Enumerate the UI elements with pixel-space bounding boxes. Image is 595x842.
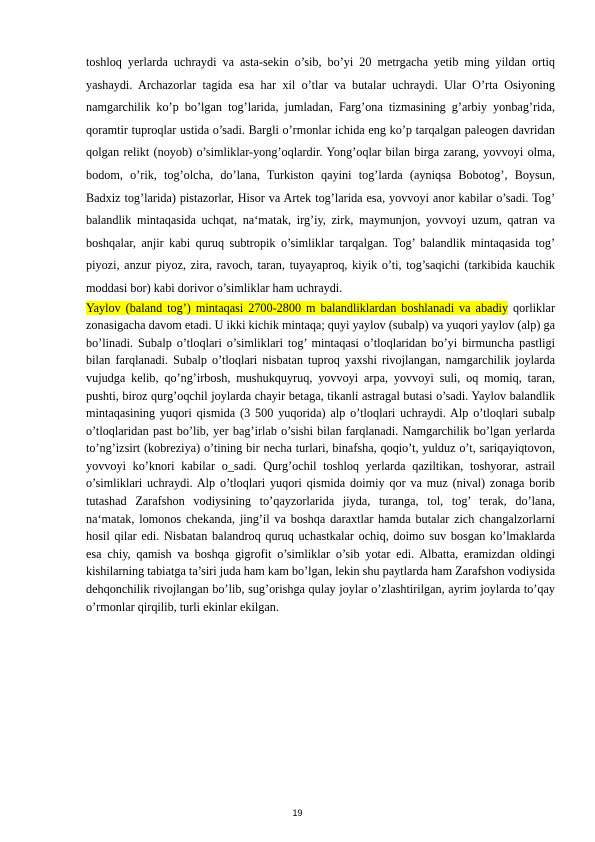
- body-paragraph-2: [86, 300, 555, 617]
- highlighted-text: Yaylov (baland tog’) mintaqasi 2700-2800 m balandliklardan boshlanadi va abadiy: [86, 300, 509, 315]
- document-page: [86, 51, 555, 616]
- paragraph-2-text: qorliklar zonasigacha davom etadi. U ikki kichik mintaqa; quyi yaylov (subalp) va yuqori yaylov (alp) ga bo’linadi. Subalp o’tloqlari o’simliklari tog’ mintaqasi o’tloqlaridan bo’yi birmuncha pastligi bilan farqlanadi. Subalp o’tloqlari nisbatan tuproq yaxshi rivojlangan, namgarchilik joylarda vujudga kelib, qo’ng’irbosh, mushukquyruq, yovvoyi arpa, yovvoyi suli, oq momiq, taran, pushti, biroz qurg’oqchil joylarda chayir betaga, tikanli astragal butasi o’sadi. Yaylov balandlik mintaqasining yuqori qismida (3 500 yuqorida) alp o’tloqlari uchraydi. Alp o’tloqlari subalp o’tloqlaridan past bo’lib, yer bag’irlab o’sishi bilan farqlanadi. Namgarchilik bo’lgan yerlarda to’ng’izsirt (kobreziya) o’tining bir necha turlari, binafsha, qoqio’t, yulduz o’t, sariqayiqtovon, yovvoyi ko’knori kabilar o_sadi. Qurg’ochil toshloq yerlarda qaziltikan, toshyorar, astrail o’simliklari uchraydi. Alp o’tloqlari yuqori qismida doimiy qor va muz (nival) zonaga borib tutashad Zarafshon vodiysining to’qayzorlarida jiyda, turanga, tol, tog’ terak, do’lana, na‘matak, lomonos chekanda, jing’il va boshqa daraxtlar hamda butalar zich changalzorlarni hosil qilar edi. Nisbatan balandroq quruq uchastkalar ochiq, doimo suv bosgan ko’lmaklarda esa chiy, qamish va boshqa gigrofit o’simliklar o’sib yotar edi. Albatta, eramizdan oldingi kishilarning tabiatga ta’siri juda ham kam bo’lgan, lekin shu paytlarda ham Zarafshon vodiysida dehqonchilik rivojlangan bo’lib, sug’orishga qulay joylar o’zlashtirilgan, ayrim joylarda to’qay o’rmonlar qirqilib, turli ekinlar ekilgan.: [86, 300, 555, 614]
- body-paragraph-1: toshloq yerlarda uchraydi va asta-sekin o’sib, bo’yi 20 metrgacha yetib ming yildan ortiq yashaydi. Archazorlar tagida esa har xil o’tlar va butalar uchraydi. Ular O’rta Osiyoning namgarchilik ko’p bo’lgan tog’larida, jumladan, Farg’ona tizmasining g’arbiy yonbag’rida, qoramtir tuproqlar ustida o’sadi. Bargli o’rmonlar ichida eng ko’p tarqalgan paleogen davridan qolgan relikt (noyob) o’simliklar-yong’oqlardir. Yong’oqlar bilan birga zarang, yovvoyi olma, bodom, o’rik, tog’olcha, do’lana, Turkiston qayini tog’larda (ayniqsa Bobotog’, Boysun, Badxiz tog’larida) pistazorlar, Hisor va Artek tog’larida esa, yovvoyi anor kabilar o’sadi. Tog’ balandlik mintaqasida uchqat, na‘matak, irg’iy, zirk, maymunjon, yovvoyi uzum, qatran va boshqalar, anjir kabi quruq subtropik o’simliklar tarqalgan. Tog’ balandlik mintaqasida tog’ piyozi, anzur piyoz, zira, ravoch, taran, tuyayaproq, kiyik o’ti, tog’saqichi (tarkibida kauchik moddasi bor) kabi dorivor o’simliklar ham uchraydi.: [86, 55, 555, 295]
- page-number: 19: [292, 808, 303, 818]
